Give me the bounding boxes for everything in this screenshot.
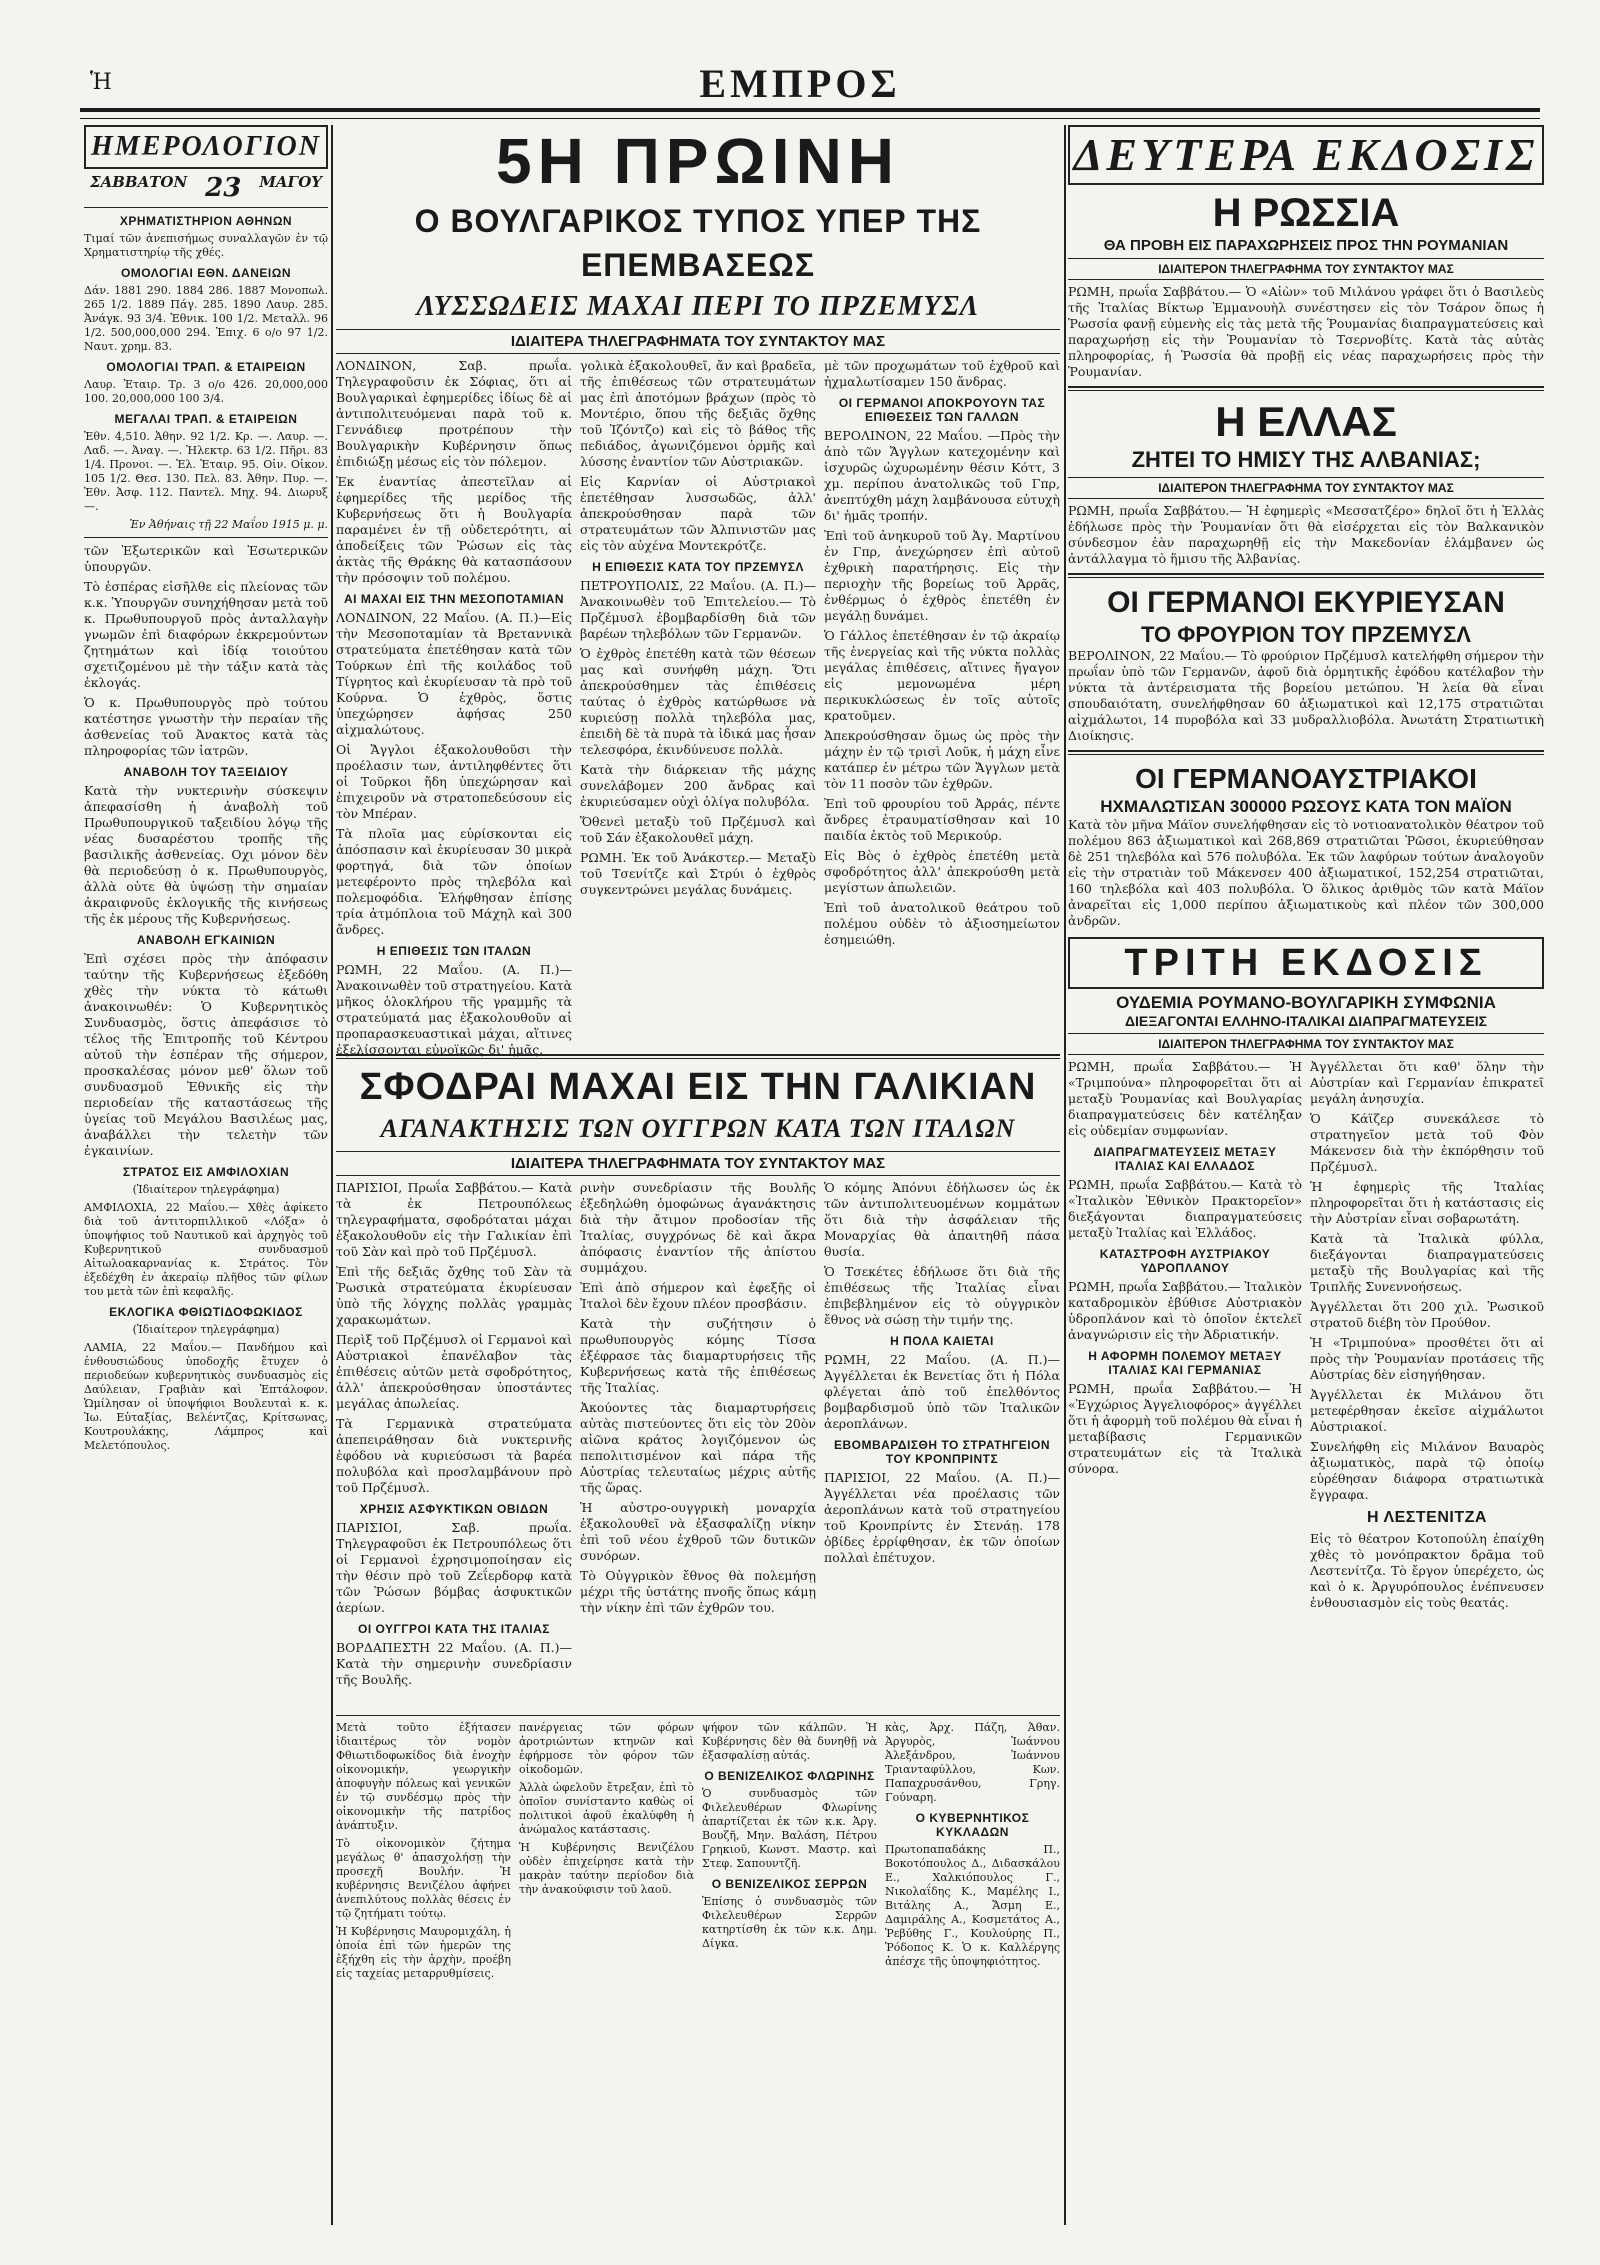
mid-article-columns [336, 1180, 1060, 1710]
article-paragraph: Μετὰ τοῦτο ἐξήτασεν ἰδιαιτέρως τὸν νομὸν Φθιωτιδοφωκίδος διὰ ἐνοχὴν οἰκονομικήν, γεωργικὴν ἀποφυγὴν πόλεως καὶ γενικῶν ἐν τῷ συνδέσμῳ πρὸς τὴν οἰκονομικὴν τῆς πατρίδος ἀνάπτυξιν. [336, 1721, 511, 1832]
section-text: Ἐπὶ σχέσει πρὸς τὴν ἀπόφασιν ταύτην τῆς Κυβερνήσεως ἐξεδόθη χθὲς τὴν νύκτα τὸ κάτωθι ἀνακοινωθέν: Ὁ Κυβερνητικὸς Συνδυασμὸς, ὅστις ἀπεφάσισε τὸ τέλος τῆς Ἐπιτροπῆς τοῦ Κέντρου αὐτοῦ τὴν ἑσπέραν τῆς σήμερον, προσκαλέσας μόνον μεθ' ὅλων τοῦ συνδυασμοῦ Ἐθνικῆς εἰς τὴν περιοδείαν τῆς καταστάσεως τῆς ὑγείας τοῦ Μεγάλου Βασιλέως μας, ἀναβάλλει τὴν τελετὴν τῶν ἐγκαινίων. [84, 951, 328, 1158]
article-paragraph: ΠΑΡΙΣΙΟΙ, Σαβ. πρωΐα. Τηλεγραφοῦσι ἐκ Πετρουπόλεως ὅτι οἱ Γερμανοὶ ἐχρησιμοποίησαν εἰς τὴν θέσιν πρὸ τοῦ Ζεΐερδορφ κατὰ τῶν Ῥώσων βόμβας ἀσφυκτικῶν ἀερίων. [336, 1520, 572, 1615]
article-subheading: Η ΕΠΙΘΕΣΙΣ ΚΑΤΑ ΤΟΥ ΠΡΖΕΜΥΣΛ [592, 560, 804, 574]
article-paragraph: Ἐπὶ τοῦ φρουρίου τοῦ Ἀρράς, πέντε ἄνδρες ἐτραυματίσθησαν καὶ 10 παιδία ἐκτὸς τοῦ Μερικούρ. [824, 796, 1060, 843]
column-rule [331, 125, 333, 2225]
greece-headline: Η ΕΛΛΑΣ [1215, 398, 1397, 445]
article-paragraph: Ὁ ἐχθρὸς ἐπετέθη κατὰ τῶν θέσεων μας καὶ συνήφθη μάχη. Ὅτι ἀπεκρούσθημεν τὰς ἐπιθέσεις ταύτας ὁ ἐχθρὸς κατώρθωσε νὰ κυριεύσῃ πολλὰ τηλεβόλα μας, ἐπειδὴ δὲ τὰ πυρὰ τὰ ἰδικά μας ἦσαν τελεσφόρα, ἐκινδύνευσε πολλὰ. [580, 646, 816, 757]
big-banks-heading: ΜΕΓΑΛΑΙ ΤΡΑΠ. & ΕΤΑΙΡΕΙΩΝ [114, 412, 298, 426]
article-paragraph: ΠΑΡΙΣΙΟΙ, 22 Μαΐου. (Α. Π.)—Ἀγγέλλεται νέα προέλασις τῶν ἀεροπλάνων κατὰ τοῦ στρατηγείου τοῦ Κρονπρίντς ἐν Στενάῃ. 178 ὀβίδες ἐρρίφθησαν, ἐκ τῶν ὁποίων πολλαὶ ἐπέτυχον. [824, 1470, 1060, 1565]
article-paragraph: Ἡ ἐφημερὶς τῆς Ἰταλίας πληροφορεῖται ὅτι ἡ κατάστασις εἰς τὴν Αὐστρίαν εἶναι σοβαρωτάτη. [1310, 1179, 1544, 1226]
article-paragraph: Ὁ Κάϊζερ συνεκάλεσε τὸ στρατηγεῖον μετὰ τοῦ Φὸν Μάκενσεν διὰ τὴν ἐκπόρθησιν τοῦ Πρζέμυσλ. [1310, 1111, 1544, 1174]
article-column [336, 1721, 511, 1985]
article-paragraph: Ἐπὶ τῆς δεξιᾶς ὄχθης τοῦ Σὰν τὰ Ῥωσικὰ στρατεύματα ἐκυρίευσαν ὑπὸ τῆς λόγχης πολλὰς γραμμὰς χαρακωμάτων. [336, 1264, 572, 1327]
diary-paragraph: Ὁ κ. Πρωθυπουργὸς πρὸ τούτου κατέστησε γνωστὴν τὴν περαίαν τῆς ἀσθενείας τοῦ Ἀνακτος κατὰ τὰς πληροφορίας τῶν ἰατρῶν. [84, 695, 328, 758]
article-paragraph: Ἀγγέλλεται ὅτι καθ' ὅλην τὴν Αὐστρίαν καὶ Γερμανίαν ἐπικρατεῖ μεγάλη ἀνησυχία. [1310, 1059, 1544, 1106]
article-paragraph: Συνελήφθη εἰς Μιλάνον Βαυαρὸς ἀξιωματικὸς, παρὰ τῷ ὁποίῳ εὑρέθησαν διάφορα στρατιωτικὰ ἔγγραφα. [1310, 1439, 1544, 1502]
masthead-rule-thin [80, 118, 1540, 119]
article-paragraph: ΡΩΜΗ. Ἐκ τοῦ Ἀνάκστερ.— Μεταξὺ τοῦ Τσενίτζε καὶ Στρύι ὁ ἐχθρὸς συγκεντρώνει μεγάλας δυνάμεις. [580, 850, 816, 897]
article-subheading: ΕΒΟΜΒΑΡΔΙΣΘΗ ΤΟ ΣΤΡΑΤΗΓΕΙΟΝ ΤΟΥ ΚΡΟΝΠΡΙΝΤΣ [833, 1438, 1051, 1466]
article-paragraph: Ὁ κόμης Ἀπόνυι ἐδήλωσεν ὡς ἐκ τῶν ἀντιπολιτευομένων κομμάτων ὅτι διὰ τὴν ἀσφάλειαν τῆς Μοναρχίας θὰ ἀπαιτηθῆ πάσα θυσία. [824, 1180, 1060, 1259]
article-paragraph: μὲ τῶν προχωμάτων τοῦ ἐχθροῦ καὶ ἠχμαλωτίσαμεν 150 ἄνδρας. [824, 358, 1060, 389]
special-telegram-label: ΙΔΙΑΙΤΕΡΟΝ ΤΗΛΕΓΡΑΦΗΜΑ ΤΟΥ ΣΥΝΤΑΚΤΟΥ ΜΑΣ [1068, 258, 1544, 280]
article-paragraph: Τὸ οἰκονομικὸν ζήτημα μεγάλως θ' ἀπασχολήσῃ τὴν προσεχῆ Βουλήν. Ἡ κυβέρνησις Βενιζέλου ἀφήνει ἀνεπιλύτους πολλὰς θέσεις ἐν τῷ ζητήματι τούτῳ. [336, 1837, 511, 1920]
article-column [519, 1721, 694, 1985]
diary-paragraph: Τὸ ἐσπέρας εἰσῆλθε εἰς πλείονας τῶν κ.κ. Ὑπουργῶν συνηχήθησαν μετὰ τοῦ κ. Πρωθυπουργοῦ πρὸς ἀνταλλαγὴν γνωμῶν ἐπὶ διαφόρων ἐκκρεμούντων ζητημάτων καὶ ἰδίᾳ τοιούτου σχετιζομένου μὲ τὴν τάξιν κατὰ τὰς ἐκλογάς. [84, 579, 328, 690]
article-paragraph: Ἡ Κυβέρνησις Μαυρομιχάλη, ἡ ὁποία ἐπὶ τῶν ἡμερῶν της ἐξήχθη εἰς τὴν ἀρχὴν, προέβη εἰς ταχείας μεταρρυθμίσεις. [336, 1925, 511, 1980]
germans-headline: ΟΙ ΓΕΡΜΑΝΟΙ ΕΚΥΡΙΕΥΣΑΝ [1107, 586, 1505, 619]
diary-date [84, 169, 328, 208]
article-column [1310, 1059, 1544, 1615]
section-sub: (Ἰδιαίτερον τηλεγράφημα) [132, 1183, 280, 1196]
third-headline: ΟΥΔΕΜΙΑ ΡΟΥΜΑΝΟ-ΒΟΥΛΓΑΡΙΚΗ ΣΥΜΦΩΝΙΑ [1116, 993, 1496, 1012]
article-paragraph: ρινὴν συνεδρίασιν τῆς Βουλῆς ἐξεδηλώθη ὁμοφώνως ἀγανάκτησις διὰ τὴν ἄτιμον προδοσίαν τῆς Ἰταλίας, συγχρόνως δὲ καὶ ἄκρα ἀπόφασις ἐναντίον τῆς ἀπίστου συμμάχου. [580, 1180, 816, 1275]
article-paragraph: ΡΩΜΗ, πρωΐα Σαββάτου.— Ἡ «Ἐγχώριος Ἀγγελιοφόρος» ἀγγέλλει ὅτι ἡ ἀφορμὴ τοῦ πολέμου θὰ εἶναι ἡ μεταβίβασις Γερμανικῶν στρατευμάτων εἰς τὰ Ἰταλικὰ σύνορα. [1068, 1381, 1302, 1476]
article-column [824, 358, 1060, 1048]
article-paragraph: Ἐκ ἐναντίας ἀπεστεῖλαν αἱ ἐφημερίδες τῆς μερίδος τῆς Κυβερνήσεως ὅτι ἡ Βουλγαρία παραμένει ἐν τῇ οὐδετερότητι, αἱ ἀποδείξεις τῶν Ῥώσων εἰς τὰς ἀκτὰς τῆς Θράκης θὰ κατασπάσουν τὴν πρόσοψιν τοῦ πολέμου. [336, 474, 572, 585]
article-paragraph: Κατὰ τὴν συζήτησιν ὁ πρωθυπουργὸς κόμης Τίσσα ἐξέφρασε τὰς διαμαρτυρήσεις τῆς Κυβερνήσεως κατὰ τῆς ἐπιθέσεως τῆς Ἰταλίας. [580, 1316, 816, 1395]
article-subheading: Η ΕΠΙΘΕΣΙΣ ΤΩΝ ΙΤΑΛΩΝ [376, 944, 532, 958]
article-paragraph: Ἐπὶ τοῦ ἀνατολικοῦ θεάτρου τοῦ πολέμου οὐδὲν τὸ ἀξιοσημείωτον ἐσημειώθη. [824, 900, 1060, 947]
article-subheading: ΚΑΤΑΣΤΡΟΦΗ ΑΥΣΤΡΙΑΚΟΥ ΥΔΡΟΠΛΑΝΟΥ [1099, 1247, 1271, 1275]
article-paragraph: ΡΩΜΗ, πρωΐα Σαββάτου.— Ἡ «Τριμπούνα» πληροφορεῖται ὅτι αἱ μεταξὺ Ῥουμανίας καὶ Βουλγαρίας διαπραγματεύσεις δὲν κατέληξαν εἰς οὐδεμίαν συμφωνίαν. [1068, 1059, 1302, 1138]
second-edition-column [1068, 125, 1544, 2225]
russia-text: ΡΩΜΗ, πρωΐα Σαββάτου.— Ὁ «Αἰὼν» τοῦ Μιλάνου γράφει ὅτι ὁ Βασιλεὺς τῆς Ἰταλίας Βίκτωρ Ἐμμανουὴλ συνέστησεν εἰς τὸν Τσάρον ὅπως ἡ Ῥωσσία φανῇ εὐμενὴς εἰς τὰς μετὰ τῆς Ῥουμανίας διαπραγματεύσεις καὶ παραχωρήσῃ εἰς τὴν Ῥουμανίαν τὸ Τσερνοβίτς. Κατὰ τὰς αὐτὰς πληροφορίας, ἡ Ῥωσσία θὰ προβῇ εἰς νέας παραχωρήσεις πρὸς τὴν Ῥουμανίαν. [1068, 284, 1544, 379]
russia-subheadline: ΘΑ ΠΡΟΒΗ ΕΙΣ ΠΑΡΑΧΩΡΗΣΕΙΣ ΠΡΟΣ ΤΗΝ ΡΟΥΜΑΝΙΑΝ [1103, 237, 1509, 254]
banner-5h-proini: 5Η ΠΡΩΙΝΗ [495, 125, 901, 197]
diary-day: 23 [205, 173, 242, 203]
article-subheading: ΧΡΗΣΙΣ ΑΣΦΥΚΤΙΚΩΝ ΟΒΙΔΩΝ [359, 1502, 549, 1516]
section-divider [1068, 750, 1544, 755]
article-paragraph: Εἰς Βὸς ὁ ἐχθρὸς ἐπετέθη μετὰ σφοδρότητος ἀλλ' ἀπεκρούσθη μετὰ μεγίστων ἀπωλειῶν. [824, 848, 1060, 895]
article-paragraph: ΠΑΡΙΣΙΟΙ, Πρωΐα Σαββάτου.— Κατὰ τὰ ἐκ Πετρουπόλεως τηλεγραφήματα, σφοδρόταται μάχαι ἐξακολουθοῦν εἰς τὴν Γαλικίαν ἐπὶ τοῦ Σὰν καὶ πρὸ τοῦ Πρζέμυσλ. [336, 1180, 572, 1259]
article-subheading: Ο ΒΕΝΙΖΕΛΙΚΟΣ ΦΛΩΡΙΝΗΣ [704, 1769, 875, 1783]
section-heading: ΕΚΛΟΓΙΚΑ ΦΘΙΩΤΙΔΟΦΩΚΙΔΟΣ [109, 1305, 303, 1319]
diary-column [84, 125, 328, 2225]
exchange-intro: Τιμαί τῶν ἀνεπισήμως συναλλαγῶν ἐν τῷ Χρηματιστηρίῳ τῆς χθές. [84, 232, 328, 259]
lestenitza-text: Εἰς τὸ θέατρον Κοτοπούλη ἐπαίχθη χθὲς τὸ μονόπρακτον δρᾶμα τοῦ Λεστενίτζα. Τὸ ἔργον ὑπερέχετο, ὡς καὶ ὁ κ. Ἀργυρόπουλος ἐνέπνευσεν ἐνθουσιασμὸν εἰς τοὺς θεατάς. [1310, 1531, 1544, 1610]
lestenitza-heading: Η ΛΕΣΤΕΝΙΤΖΑ [1367, 1509, 1487, 1526]
article-paragraph: Περὶξ τοῦ Πρζέμυσλ οἱ Γερμανοὶ καὶ Αὐστριακοὶ ἐπανέλαβον τὰς ἐπιθέσεις αὐτῶν μετὰ σφοδρότητος, ἀλλ' ἀπεκρούσθησαν ὑποστάντες μεγάλας ἀπωλείας. [336, 1332, 572, 1411]
article-subheading: ΟΙ ΓΕΡΜΑΝΟΙ ΑΠΟΚΡΟΥΟΥΝ ΤΑΣ ΕΠΙΘΕΣΕΙΣ ΤΩΝ ΓΑΛΛΩΝ [838, 396, 1046, 424]
article-paragraph: Ἀπεκρούσθησαν ὅμως ὡς πρὸς τὴν μάχην ἐν τῷ τρισὶ Λοῦκ, ἡ μάχη εἶνε κατάπερ ἐν μέτρω τῶν Ἄγγλων μετὰ τὸν 11 ποσὸν τῶν ἐχθρῶν. [824, 728, 1060, 791]
article-paragraph: ΛΟΝΔΙΝΟΝ, 22 Μαΐου. (Α. Π.)—Εἰς τὴν Μεσοποταμίαν τὰ Βρεταννικὰ στρατεύματα ἐπετέθησαν κατὰ τῶν Τούρκων ἐπὶ τῆς κοιλάδος τοῦ Τίγρητος καὶ ἐκυρίευσαν τὰ πρὸ τοῦ Κούρνα. Ὁ ἐχθρὸς, ὅστις ὑπεχώρησεν ἀφήσας 250 αἰχμαλώτους. [336, 610, 572, 737]
loans-text: Δάν. 1881 290. 1884 286. 1887 Μονοπωλ. 265 1/2. 1889 Πάγ. 285. 1890 Λαυρ. 285. Ἀνάγκ. 93 3/4. Ἐθνικ. 100 1/2. Μεταλλ. 96 1/2. 500,000,000 294. Ἐπιχ. 6 ο/ο 97 1/2. Ναυτ. χρημ. 83. [84, 284, 328, 353]
austro-text: Κατὰ τὸν μῆνα Μάϊον συνελήφθησαν εἰς τὸ νοτιοανατολικὸν θέατρον τοῦ πολέμου 863 ἀξιωματικοὶ καὶ 268,869 στρατιῶται Ῥῶσοι, ἐκυριεύθησαν δὲ 251 τηλεβόλα καὶ 576 πολυβόλα. Ἐκ τῶν λαφύρων τούτων ἀναλογοῦν εἰς τὴν στρατιὰν τοῦ Μάκενσεν 400 ἀξιωματικοί, 152,254 στρατιῶται, 160 τηλεβόλα καὶ 403 πολυβόλα. Ὁ ὅλικος ἀριθμὸς τῶν κατὰ Μάϊον ἀναρεῖται εἰς 1,000 περίπου ἀξιωματικοὺς καὶ πλέον τῶν 300,000 ἀνδρῶν. [1068, 817, 1544, 928]
special-telegrams-label: ΙΔΙΑΙΤΕΡΑ ΤΗΛΕΓΡΑΦΗΜΑΤΑ ΤΟΥ ΣΥΝΤΑΚΤΟΥ ΜΑΣ [336, 329, 1060, 354]
article-paragraph: ΛΟΝΔΙΝΟΝ, Σαβ. πρωΐα. Τηλεγραφοῦσιν ἐκ Σόφιας, ὅτι αἱ Βουλγαρικαὶ ἐφημερίδες ἰδίως δὲ αἱ ἀντιπολιτευόμεναι παρὰ τοῦ κ. Γεννάδιεφ προτρέπουν τὴν Βουλγαρικὴν Κυβέρνησιν ὅπως ἐπιδιώξῃ μέσως εἰς τὸν πόλεμον. [336, 358, 572, 469]
article-subheading: ΔΙΑΠΡΑΓΜΑΤΕΥΣΕΙΣ ΜΕΤΑΞΥ ΙΤΑΛΙΑΣ ΚΑΙ ΕΛΛΑΔΟΣ [1093, 1145, 1277, 1173]
germans-text: ΒΕΡΟΛΙΝΟΝ, 22 Μαΐου.— Τὸ φρούριον Πρζέμυσλ κατελήφθη σήμερον τὴν πρωΐαν ὑπὸ τῶν Γερμανῶν, ἀφοῦ διὰ ὁρμητικῆς ἐφόδου κατέλαβον τὴν νύκτα τὰ ἀντέρεισματα τῆς βορείου μετώπου. Ἡ λεία θὰ εἶναι σπουδαιότατη, συνελήφθησαν 60 ἀξιωματικοὶ καὶ 12,175 στρατιῶται αἰχμάλωτοι, 14 πυροβόλα καὶ 33 μυδραλλιοβόλα. Ἀνωτάτη Στρατιωτικὴ Διοίκησις. [1068, 648, 1544, 743]
exchange-closing: Ἐν Ἀθήναις τῇ 22 Μαΐου 1915 μ. μ. [129, 518, 328, 531]
section-sub: (Ἰδιαίτερον τηλεγράφημα) [132, 1323, 280, 1336]
center-column [336, 125, 1060, 2225]
article-paragraph: Εἰς Καρνίαν οἱ Αὐστριακοὶ ἐπετέθησαν λυσσωδῶς, ἀλλ' ἀπεκρούσθησαν παρὰ τῶν στρατευμάτων τῶν Ἀλπινιστῶν μας εἰς τὸν αὐχένα Μοντεκρότζε. [580, 474, 816, 553]
article-column [336, 358, 572, 1057]
second-edition-banner: ΔΕΥΤΕΡΑ ΕΚΔΟΣΙΣ [1068, 125, 1544, 185]
special-telegram-label: ΙΔΙΑΙΤΕΡΟΝ ΤΗΛΕΓΡΑΦΗΜΑ ΤΟΥ ΣΥΝΤΑΚΤΟΥ ΜΑΣ [1068, 1033, 1544, 1055]
article-subheading: Η ΠΟΛΑ ΚΑΙΕΤΑΙ [890, 1334, 994, 1348]
article-paragraph: Τὰ πλοῖα μας εὑρίσκονται εἰς ἀπόσπασιν καὶ ἐκυρίευσαν 30 μικρὰ φορτηγά, διὰ τῶν ὁποίων μετεφέροντο πρὸς τηλεβόλα καὶ πολεμοφόδια. Ἐλήφθησαν ἐπίσης τρία ἀτμόπλοια τοῦ Μάχηλ καὶ 300 ἄνδρες. [336, 826, 572, 937]
article-paragraph: ΡΩΜΗ, 22 Μαΐου. (Α. Π.)—Ἀγγέλλεται ἐκ Βενετίας ὅτι ἡ Πόλα φλέγεται ἀπὸ τοῦ ἐπελθόντος βομβαρδισμοῦ ὑπὸ τῶν Ἰταλικῶν ἀεροπλάνων. [824, 1352, 1060, 1431]
article-paragraph: ψήφον τῶν κάλπῶν. Ἡ Κυβέρνησις δὲν θὰ δυνηθῇ νὰ ἐξασφαλίσῃ αὐτάς. [702, 1721, 877, 1762]
article-paragraph: Ἀλλὰ ὠφελοῦν ἔτρεξαν, ἐπὶ τὸ ὁποῖον συνίσταντο καθὼς οἱ πολιτικοὶ ἀφοῦ ἐκαλύφθη ἡ ἀνώμαλος κατάστασις. [519, 1781, 694, 1836]
article-column [580, 358, 816, 1048]
article-paragraph: ΡΩΜΗ, 22 Μαΐου. (Α. Π.)—Ἀνακοινωθὲν τοῦ στρατηγείου. Κατὰ μῆκος ὁλοκλήρου τῆς γραμμῆς τὰ στρατεύματά μας ἐξακολουθοῦν αἱ προπαρασκευαστικαὶ μάχαι, αἵτινες ἐξελίσσονται εὐνοϊκῶς δι' ἡμᾶς. [336, 962, 572, 1057]
section-divider [1068, 573, 1544, 578]
headline-bulgarian-press: Ο ΒΟΥΛΓΑΡΙΚΟΣ ΤΥΠΟΣ ΥΠΕΡ ΤΗΣ ΕΠΕΜΒΑΣΕΩΣ [414, 203, 982, 283]
article-column [885, 1721, 1060, 1985]
bottom-article-columns [336, 1721, 1060, 1985]
article-paragraph: Ἀγγέλλεται ἐκ Μιλάνου ὅτι μετεφέρθησαν ἐκεῖσε αἰχμάλωτοι Αὐστριακοί. [1310, 1387, 1544, 1434]
exchange-heading: ΧΡΗΜΑΤΙΣΤΗΡΙΟΝ ΑΘΗΝΩΝ [119, 214, 293, 228]
special-telegrams-label: ΙΔΙΑΙΤΕΡΑ ΤΗΛΕΓΡΑΦΗΜΑΤΑ ΤΟΥ ΣΥΝΤΑΚΤΟΥ ΜΑΣ [336, 1151, 1060, 1176]
article-paragraph: ΠΕΤΡΟΥΠΟΛΙΣ, 22 Μαΐου. (Α. Π.)—Ἀνακοινωθὲν τοῦ Ἐπιτελείου.— Τὸ Πρζέμυσλ ἐβομβαρδίσθη διὰ τῶν βαρέων τηλεβόλων τῶν Γερμανῶν. [580, 578, 816, 641]
article-column [824, 1180, 1060, 1710]
diary-month: ΜΑΓΟΥ [259, 173, 322, 191]
section-divider [1068, 386, 1544, 391]
article-paragraph: Ἡ «Τριμπούνα» προσθέτει ὅτι αἱ πρὸς τὴν Ῥουμανίαν προτάσεις τῆς Αὐστρίας δὲν εἰσηγήθησαν. [1310, 1335, 1544, 1382]
masthead: ΕΜΠΡΟΣ [699, 61, 901, 106]
austro-headline: ΟΙ ΓΕΡΜΑΝΟΑΥΣΤΡΙΑΚΟΙ [1135, 763, 1477, 794]
section-text: Κατὰ τὴν νυκτερινὴν σύσκεψιν ἀπεφασίσθη ἡ ἀναβολὴ τοῦ Πρωθυπουργικοῦ ταξειδίου λόγῳ τῆς νέας δυσαρέστου τροπῆς τῆς βασιλικῆς ἀσθενείας. Οχι μόνον δὲν θὰ περιοδεύσῃ ὁ κ. Πρωθυπουργὸς, ἀλλὰ οὐτε θὰ ὑψώσῃ τὴν σημαίαν ἀκραιφνοῦς ἐκλογικῆς τῆς κινήσεως τῆς ἐκ μέρους τῆς Κυβερνήσεως. [84, 783, 328, 926]
masthead-rule [80, 108, 1540, 112]
article-paragraph: Ἀγγέλλεται ὅτι 200 χιλ. Ῥωσικοῦ στρατοῦ διέβη τὸν Προύθον. [1310, 1299, 1544, 1330]
article-subheading: ΑΙ ΜΑΧΑΙ ΕΙΣ ΤΗΝ ΜΕΣΟΠΟΤΑΜΙΑΝ [343, 592, 564, 606]
article-column [336, 1180, 572, 1710]
article-paragraph: κὰς, Ἀρχ. Πάζη, Ἀθαν. Ἀργυρὸς, Ἰωάννου Ἀλεξάνδρου, Ἰωάννου Τριανταφύλλου, Κων. Παπαχρυσάνθου, Γρηγ. Γούναρη. [885, 1721, 1060, 1804]
headline-galicia: ΣΦΟΔΡΑΙ ΜΑΧΑΙ ΕΙΣ ΤΗΝ ΓΑΛΙΚΙΑΝ [359, 1066, 1037, 1108]
divider [336, 1715, 1060, 1716]
special-telegram-label: ΙΔΙΑΙΤΕΡΟΝ ΤΗΛΕΓΡΑΦΗΜΑ ΤΟΥ ΣΥΝΤΑΚΤΟΥ ΜΑΣ [1068, 477, 1544, 499]
headline-przemysl-battles: ΛΥΣΣΩΔΕΙΣ ΜΑΧΑΙ ΠΕΡΙ ΤΟ ΠΡΖΕΜΥΣΛ [416, 291, 980, 322]
article-paragraph: Ἡ αὐστρο-ουγγρικὴ μοναρχία ἐξακολουθεῖ νὰ ἐξασφαλίζῃ νίκην ἐπὶ τοῦ νέου ἐχθροῦ τῶν δυτικῶν συνόρων. [580, 1500, 816, 1563]
big-banks-text: Ἐθν. 4,510. Ἀθην. 92 1/2. Κρ. —. Λαυρ. —. Λαδ. —. Ἀναγ. —. Ἠλεκτρ. 63 1/2. Πῆρι. 83 1/4. Προνοι. —. Ἐλ. Ἑταιρ. 95. Οἰν. Οἰκον. 105 1/2. Θεσ. 130. Πελ. 83. Ἀθην. Πυρ. —. Ἐθν. Ἀσφ. 112. Παντελ. Μηχ. 94. Διωρυξ —. [84, 430, 328, 513]
article-column [702, 1721, 877, 1985]
article-subheading: ΟΙ ΟΥΓΓΡΟΙ ΚΑΤΑ ΤΗΣ ΙΤΑΛΙΑΣ [358, 1622, 550, 1636]
article-subheading: Η ΑΦΟΡΜΗ ΠΟΛΕΜΟΥ ΜΕΤΑΞΥ ΙΤΑΛΙΑΣ ΚΑΙ ΓΕΡΜΑΝΙΑΣ [1088, 1349, 1282, 1377]
article-paragraph: Ὁ Γάλλος ἐπετέθησαν ἐν τῷ ἀκραίῳ τῆς ἐνεργείας καὶ τῆς νύκτα πολλὰς μεγάλας ἐπιθέσεις, αἵτινες ἤγαγον εἰς μεμονωμένα μέρη περικυκλώσεως ἐν τοῖς αὐτοῖς κρατοῦμεν. [824, 628, 1060, 723]
divider [84, 537, 328, 538]
third-edition-banner: ΤΡΙΤΗ ΕΚΔΟΣΙΣ [1068, 937, 1544, 989]
article-paragraph: Κατὰ τὴν διάρκειαν τῆς μάχης συνελάβομεν 200 ἄνδρας καὶ ἐκυριεύσαμεν οὐχὶ ὀλίγα πολυβόλα. [580, 762, 816, 809]
third-edition-columns [1068, 1059, 1544, 1615]
diary-title: ΗΜΕΡΟΛΟΓΙΟΝ [84, 125, 328, 169]
article-paragraph: Κατὰ τὰ Ἰταλικὰ φύλλα, διεξάγονται διαπραγματεύσεις μεταξὺ τῆς Βουλγαρίας καὶ τῆς Τριπλῆς Συνεννοήσεως. [1310, 1231, 1544, 1294]
article-column [580, 1180, 816, 1710]
germans-subheadline: ΤΟ ΦΡΟΥΡΙΟΝ ΤΟΥ ΠΡΖΕΜΥΣΛ [1141, 622, 1471, 647]
section-heading: ΑΝΑΒΟΛΗ ΕΓΚΑΙΝΙΩΝ [136, 933, 276, 947]
article-paragraph: ΒΕΡΟΛΙΝΟΝ, 22 Μαΐου. —Πρὸς τὴν ἀπὸ τῶν Ἄγγλων κατεχομένην καὶ ἰσχυρῶς ὠχυρωμένην θέσιν Κόττ, 3 χμ. περίπου ἀνατολικῶς τοῦ Γπρ, ἀνεπτύχθη μάχη λαμβάνουσα εὐτυχὴ δι' ἡμᾶς τροπήν. [824, 428, 1060, 523]
banks-text: Λαυρ. Ἑταιρ. Τρ. 3 ο/ο 426. 20,000,000 100. 20,000,000 100 3/4. [84, 378, 328, 405]
article-paragraph: Ἡ Κυβέρνησις Βενιζέλου οὐδὲν ἐπιχείρησε κατὰ τὴν μακρὰν ταύτην περίοδον διὰ τὴν ἀνακούφισιν τοῦ λαοῦ. [519, 1841, 694, 1896]
article-paragraph: Ἐπὶ ἀπὸ σήμερον καὶ ἐφεξῆς οἱ Ἰταλοὶ δὲν ἔχουν πλέον προσβάσιν. [580, 1280, 816, 1311]
article-subheading: Ο ΚΥΒΕΡΝΗΤΙΚΟΣ ΚΥΚΛΑΔΩΝ [915, 1811, 1030, 1839]
loans-heading: ΟΜΟΛΟΓΙΑΙ ΕΘΝ. ΔΑΝΕΙΩΝ [120, 266, 292, 280]
article-subheading: Ο ΒΕΝΙΖΕΛΙΚΟΣ ΣΕΡΡΩΝ [711, 1877, 868, 1891]
article-paragraph: ΡΩΜΗ, πρωΐα Σαββάτου.— Ἰταλικὸν καταδρομικὸν ἐβύθισε Αὐστριακὸν ὑδροπλάνον καὶ τὸ ὁποῖον ἐκτελεῖ ἀναγνώρισιν εἰς τὴν Ἀδριατικήν. [1068, 1279, 1302, 1342]
third-subheadline: ΔΙΕΞΑΓΟΝΤΑΙ ΕΛΛΗΝΟ-ΙΤΑΛΙΚΑΙ ΔΙΑΠΡΑΓΜΑΤΕΥΣΕΙΣ [1124, 1013, 1488, 1029]
austro-subheadline: ΗΧΜΑΛΩΤΙΣΑΝ 300000 ΡΩΣΟΥΣ ΚΑΤΑ ΤΟΝ ΜΑΪΟΝ [1100, 797, 1512, 816]
diary-weekday: ΣΑΒΒΑΤΟΝ [90, 173, 188, 191]
article-paragraph: γολικὰ ἐξακολουθεῖ, ἄν καὶ βραδεῖα, τῆς ἐπιθέσεως τῶν στρατευμάτων μας ἐπὶ ἀποτόμων βράχων (πρὸς τὸ Μοντέριο, ὅπου τῆς δεξιᾶς ὄχθης τοῦ Ἰζόντζο) καὶ εἰς τὸ βάθος τῆς πεδιάδος, ἀγωνιζόμενοι ὁρμῆς καὶ λύσσης ἐναντίον τῶν Αὐστριακῶν. [580, 358, 816, 469]
article-paragraph: Ἐπίσης ὁ συνδυασμὸς τῶν Φιλελευθέρων Σερρῶν κατηρτίσθη ἐκ τῶν κ.κ. Δημ. Δίγκα. [702, 1895, 877, 1950]
diary-paragraph: τῶν Ἐξωτερικῶν καὶ Ἐσωτερικῶν ὑπουργῶν. [84, 543, 328, 574]
article-paragraph: Ὁ συνδυασμὸς τῶν Φιλελευθέρων Φλωρίνης ἀπαρτίζεται ἐκ τῶν κ.κ. Ἀργ. Βουζῆ, Μην. Βαλάση, Πέτρου Γρηκιοῦ, Κωνστ. Μαστρ. καὶ Στεφ. Σαπουντζῆ. [702, 1787, 877, 1870]
article-paragraph: Ὁ Τσεκέτες ἐδήλωσε ὅτι διὰ τῆς ἐπιθέσεως τῆς Ἰταλίας εἶναι ἐπιβεβλημένον εἰς τὸ οὐγγρικὸν ἔθνος νὰ σώσῃ τὴν τιμήν της. [824, 1264, 1060, 1327]
article-paragraph: Ἐπὶ τοῦ ἀνηκυροῦ τοῦ Ἀγ. Μαρτίνου ἐν Γπρ, ἀνεχώρησεν ἐπὶ αὐτοῦ ἐχθρικὴ παρατήρησις. Εἰς τὴν περιοχὴν τῆς βορείως τοῦ Ἀρρᾶς, ἐνθέρμως ὁ ἐχθρὸς ἐπετέθη ἐν μεγάλῃ δυνάμει. [824, 528, 1060, 623]
article-paragraph: Τὸ Οὐγγρικὸν ἔθνος θὰ πολεμήσῃ μέχρι τῆς ὑστάτης πνοῆς ὅπως κάμῃ τὴν νίκην ἐπὶ τῶν ἐχθρῶν του. [580, 1568, 816, 1615]
article-paragraph: Τὰ Γερμανικὰ στρατεύματα ἀπεπειράθησαν διὰ νυκτερινῆς ἐφόδου νὰ κυριεύσωσι τὰ βαρέα πολυβόλα καὶ προσλαμβάνουν πρὸ τοῦ Πρζέμυσλ. [336, 1416, 572, 1495]
section-text: ΛΑΜΙΑ, 22 Μαΐου.— Πανδήμου καὶ ἐνθουσιώδους ὑποδοχῆς ἔτυχεν ὁ περιοδεύων κυβερνητικὸς συνδυασμὸς εἰς Δαύλειαν, Γραβιὰν καὶ Ἐπτάλοφον. Ὡμίλησαν οἱ ὑποψήφιοι Βουλευταὶ κ. κ. Ἰω. Εὐταξίας, Βελέντζας, Κρίτσωνας, Κουτρουλάκης, Λάμπρος καὶ Μελετόπουλος. [84, 1341, 328, 1452]
article-paragraph: ΒΟΡΔΑΠΕΣΤΗ 22 Μαΐου. (Α. Π.)—Κατὰ τὴν σημερινὴν συνεδρίασιν τῆς Βουλῆς. [336, 1640, 572, 1687]
greece-subheadline: ΖΗΤΕΙ ΤΟ ΗΜΙΣΥ ΤΗΣ ΑΛΒΑΝΙΑΣ; [1131, 447, 1481, 472]
column-rule [1064, 125, 1066, 2225]
section-heading: ΑΝΑΒΟΛΗ ΤΟΥ ΤΑΞΕΙΔΙΟΥ [123, 765, 289, 779]
corner-mark: Ἡ [90, 70, 112, 95]
article-paragraph: Πρωτοπαπαδάκης Π., Βοκοτόπουλος Δ., Διδασκάλου Ε., Χαλκιόπουλος Γ., Νικολαΐδης Κ., Μαμέλης Ι., Βιτάλης Α., Ἄσμη Ε., Δαμιράλης Α., Κοσμετάτος Α., Ῥεβύθης Γ., Κουλούρης Π., Ῥόδοπος Κ. Ὁ κ. Καλλέργης ἀπέσχε τῆς ὑποψηφιότητος. [885, 1843, 1060, 1968]
greece-text: ΡΩΜΗ, πρωΐα Σαββάτου.— Ἡ ἐφημερὶς «Μεσσατζέρο» δηλοῖ ὅτι ἡ Ἑλλὰς ἐδήλωσε πρὸς τὴν Ῥουμανίαν ὅτι θὰ εἰσέρχεται εἰς τὸν Βαλκανικὸν σύνδεσμον ἐὰν παραχωρηθῇ εἰς τὴν Μακεδονίαν ἐλάμβανεν ὡς ἀντάλλαγμα τὸ ἥμισυ τῆς Ἀλβανίας. [1068, 503, 1544, 566]
section-text: ΑΜΦΙΛΟΧΙΑ, 22 Μαΐου.— Χθὲς ἀφίκετο διὰ τοῦ ἀντιτορπιλλικοῦ «Λόξα» ὁ ὑποψήφιος τοῦ Ναυτικοῦ καὶ ἀρχηγὸς τοῦ Κυβερνητικοῦ συνδυασμοῦ Αἰτωλοακαρνανίας κ. Στράτος. Τὸν ἐξεδέχθη ἐν ἀκεραίῳ πλῆθος τῶν φίλων του μετὰ τῶν ἐπὶ κεφαλῆς. [84, 1201, 328, 1298]
headline-hungarians: ΑΓΑΝΑΚΤΗΣΙΣ ΤΩΝ ΟΥΓΓΡΩΝ ΚΑΤΑ ΤΩΝ ΙΤΑΛΩΝ [380, 1114, 1016, 1143]
banks-heading: ΟΜΟΛΟΓΙΑΙ ΤΡΑΠ. & ΕΤΑΙΡΕΙΩΝ [106, 360, 306, 374]
article-paragraph: ΡΩΜΗ, πρωΐα Σαββάτου.— Κατὰ τὸ «Ἰταλικὸν Ἐθνικὸν Πρακτορεῖον» διεξάγονται διαπραγματεύσεις μεταξὺ Ἰταλίας καὶ Ἑλλάδος. [1068, 1177, 1302, 1240]
section-heading: ΣΤΡΑΤΟΣ ΕΙΣ ΑΜΦΙΛΟΧΙΑΝ [122, 1165, 290, 1179]
article-paragraph: πανέργειας τῶν φόρων ἀροτριώντων κτηνῶν καὶ ἐφήρμοσε τὸν φόρον τῶν οἰκοδομῶν. [519, 1721, 694, 1776]
article-column [1068, 1059, 1302, 1615]
article-paragraph: Οἱ Ἄγγλοι ἐξακολουθοῦσι τὴν προέλασιν των, ἀντιληφθέντες ὅτι οἱ Τοῦρκοι ἤδη ὑπεχώρησαν καὶ ἐπιχειροῦν νὰ στρατοπεδεύσουν εἰς τὸν Μπέραν. [336, 742, 572, 821]
top-article-columns [336, 358, 1060, 1057]
article-paragraph: Ἀκούοντες τὰς διαμαρτυρήσεις αὐτὰς πιστεύοντες ὅτι εἰς τὸν 20ὸν αἰῶνα κράτος λογιζόμενον ὡς πεπολιτισμένον καὶ πάρα τῆς Αὐστρίας τελευταίως μέχρις αὐτῆς τῆς ὥρας. [580, 1400, 816, 1495]
article-paragraph: Ὅθενεὶ μεταξὺ τοῦ Πρζέμυσλ καὶ τοῦ Σάν ἐξακολουθεῖ μάχη. [580, 814, 816, 845]
russia-headline: Η ΡΩΣΣΙΑ [1212, 191, 1400, 235]
